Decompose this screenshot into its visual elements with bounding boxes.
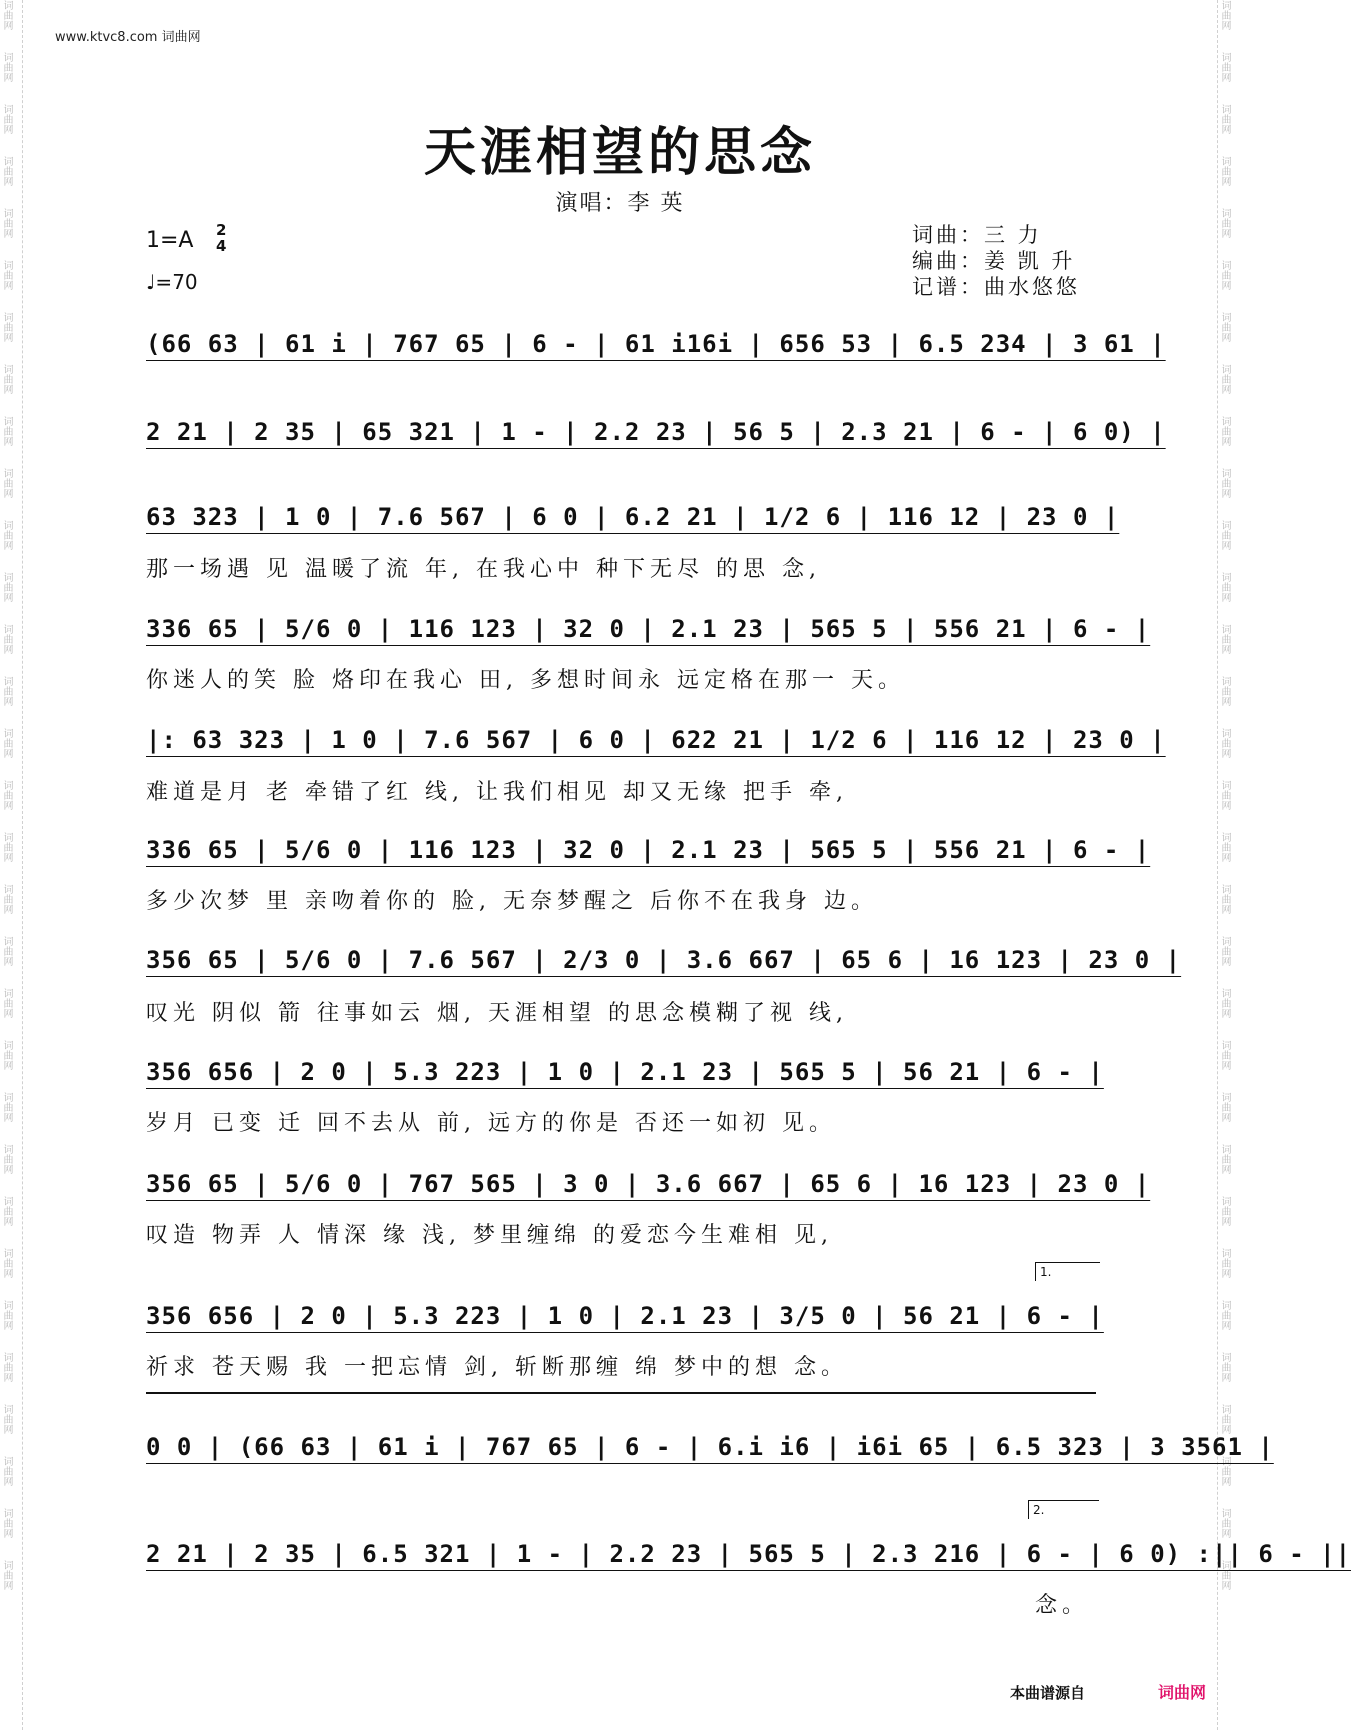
first-ending-bracket: 1. xyxy=(1035,1262,1100,1281)
watermark-text: 词曲网 xyxy=(1,468,12,498)
watermark-text: 词曲网 xyxy=(1219,936,1230,966)
footer-source-label: 本曲谱源自 xyxy=(1010,1684,1086,1702)
watermark-text: 词曲网 xyxy=(1219,520,1230,550)
watermark-text: 词曲网 xyxy=(1,104,12,134)
watermark-text: 词曲网 xyxy=(1219,104,1230,134)
watermark-text: 词曲网 xyxy=(1,1300,12,1330)
watermark-text: 词曲网 xyxy=(1219,1196,1230,1226)
watermark-text: 词曲网 xyxy=(1219,1092,1230,1122)
score-row-7-lyrics: 叹光 阴似 箭 往事如云 烟, 天涯相望 的思念模糊了视 线, xyxy=(146,1001,848,1026)
watermark-text: 词曲网 xyxy=(1,1456,12,1486)
key-signature: 1=A xyxy=(146,228,194,253)
singer-line: 演唱：李 英 xyxy=(555,191,685,216)
watermark-text: 词曲网 xyxy=(1219,364,1230,394)
song-title: 天涯相望的思念 xyxy=(423,122,816,183)
watermark-text: 词曲网 xyxy=(1219,728,1230,758)
tempo-marking: ♩=70 xyxy=(146,270,198,294)
watermark-text: 词曲网 xyxy=(1219,52,1230,82)
watermark-text: 词曲网 xyxy=(1,1040,12,1070)
watermark-text: 词曲网 xyxy=(1,416,12,446)
watermark-text: 词曲网 xyxy=(1219,1144,1230,1174)
score-row-11-notes: 0 0 | (66 63 | 61 i | 767 65 | 6 - | 6.i i6 | i6i 65 | 6.5 323 | 3 3561 | xyxy=(146,1433,1274,1461)
score-row-4-notes: 336 65 | 5/6 0 | 116 123 | 32 0 | 2.1 23 | 565 5 | 556 21 | 6 - | xyxy=(146,615,1151,643)
watermark-text: 词曲网 xyxy=(1219,0,1230,30)
right-watermark-strip xyxy=(1217,0,1240,1730)
watermark-text: 词曲网 xyxy=(1,572,12,602)
score-row-1-notes: (66 63 | 61 i | 767 65 | 6 - | 61 i16i | 656 53 | 6.5 234 | 3 61 | xyxy=(146,330,1166,358)
score-row-9-notes: 356 65 | 5/6 0 | 767 565 | 3 0 | 3.6 667 | 65 6 | 16 123 | 23 0 | xyxy=(146,1170,1151,1198)
watermark-text: 词曲网 xyxy=(1219,1248,1230,1278)
watermark-text: 词曲网 xyxy=(1,676,12,706)
watermark-text: 词曲网 xyxy=(1,1248,12,1278)
score-row-10-notes: 356 656 | 2 0 | 5.3 223 | 1 0 | 2.1 23 | 3/5 0 | 56 21 | 6 - | xyxy=(146,1302,1104,1330)
score-row-2-notes: 2 21 | 2 35 | 65 321 | 1 - | 2.2 23 | 56 5 | 2.3 21 | 6 - | 6 0) | xyxy=(146,418,1166,446)
credit-transcriber: 记谱：曲水悠悠 xyxy=(912,275,1080,299)
credit-arranger: 编曲：姜 凯 升 xyxy=(912,249,1076,273)
watermark-text: 词曲网 xyxy=(1,1092,12,1122)
score-row-8-notes: 356 656 | 2 0 | 5.3 223 | 1 0 | 2.1 23 | 565 5 | 56 21 | 6 - | xyxy=(146,1058,1104,1086)
score-row-3-notes: 63 323 | 1 0 | 7.6 567 | 6 0 | 6.2 21 | 1/2 6 | 116 12 | 23 0 | xyxy=(146,503,1120,531)
watermark-text: 词曲网 xyxy=(1219,624,1230,654)
footer-brand-logo[interactable]: 词曲网 xyxy=(1158,1683,1207,1702)
score-row-12-lyrics: 念。 xyxy=(1035,1593,1090,1618)
watermark-text: 词曲网 xyxy=(1,520,12,550)
watermark-text: 词曲网 xyxy=(1219,676,1230,706)
watermark-text: 词曲网 xyxy=(1,1196,12,1226)
watermark-text: 词曲网 xyxy=(1219,416,1230,446)
watermark-text: 词曲网 xyxy=(1219,884,1230,914)
time-signature-top: 2 xyxy=(216,221,227,239)
watermark-text: 词曲网 xyxy=(1219,988,1230,1018)
score-row-5-notes: |: 63 323 | 1 0 | 7.6 567 | 6 0 | 622 21 | 1/2 6 | 116 12 | 23 0 | xyxy=(146,726,1166,754)
watermark-text: 词曲网 xyxy=(1,1560,12,1590)
watermark-text: 词曲网 xyxy=(1,728,12,758)
watermark-text: 词曲网 xyxy=(1,208,12,238)
watermark-text: 词曲网 xyxy=(1219,1404,1230,1434)
watermark-text: 词曲网 xyxy=(1,312,12,342)
credits-block xyxy=(912,222,1080,300)
score-row-12-notes: 2 21 | 2 35 | 6.5 321 | 1 - | 2.2 23 | 565 5 | 2.3 216 | 6 - | 6 0) :|| 6 - || xyxy=(146,1540,1351,1568)
score-row-4-lyrics: 你迷人的笑 脸 烙印在我心 田, 多想时间永 远定格在那一 天。 xyxy=(146,668,905,693)
watermark-text: 词曲网 xyxy=(1219,1456,1230,1486)
watermark-text: 词曲网 xyxy=(1219,572,1230,602)
watermark-text: 词曲网 xyxy=(1,1508,12,1538)
watermark-text: 词曲网 xyxy=(1,156,12,186)
watermark-text: 词曲网 xyxy=(1219,312,1230,342)
watermark-text: 词曲网 xyxy=(1,884,12,914)
site-header[interactable]: www.ktvc8.com 词曲网 xyxy=(55,30,201,45)
score-row-8-lyrics: 岁月 已变 迁 回不去从 前, 远方的你是 否还一如初 见。 xyxy=(146,1111,836,1136)
time-signature xyxy=(216,222,226,254)
watermark-text: 词曲网 xyxy=(1219,832,1230,862)
credit-lyrics: 词曲：三 力 xyxy=(912,223,1042,247)
watermark-text: 词曲网 xyxy=(1,0,12,30)
watermark-text: 词曲网 xyxy=(1,260,12,290)
watermark-text: 词曲网 xyxy=(1219,1040,1230,1070)
score-row-6-notes: 336 65 | 5/6 0 | 116 123 | 32 0 | 2.1 23 | 565 5 | 556 21 | 6 - | xyxy=(146,836,1151,864)
watermark-text: 词曲网 xyxy=(1219,468,1230,498)
watermark-text: 词曲网 xyxy=(1,364,12,394)
second-ending-bracket: 2. xyxy=(1028,1500,1099,1519)
watermark-text: 词曲网 xyxy=(1,832,12,862)
watermark-text: 词曲网 xyxy=(1219,1352,1230,1382)
section-divider xyxy=(146,1392,1096,1394)
watermark-text: 词曲网 xyxy=(1,1144,12,1174)
score-row-9-lyrics: 叹造 物弄 人 情深 缘 浅, 梦里缠绵 的爱恋今生难相 见, xyxy=(146,1223,833,1248)
watermark-text: 词曲网 xyxy=(1,52,12,82)
watermark-text: 词曲网 xyxy=(1219,780,1230,810)
time-signature-bottom: 4 xyxy=(216,237,227,255)
score-row-10-lyrics: 祈求 苍天赐 我 一把忘情 剑, 斩断那缠 绵 梦中的想 念。 xyxy=(146,1355,848,1380)
watermark-text: 词曲网 xyxy=(1,1404,12,1434)
watermark-text: 词曲网 xyxy=(1219,1300,1230,1330)
watermark-text: 词曲网 xyxy=(1,988,12,1018)
watermark-text: 词曲网 xyxy=(1,780,12,810)
score-row-7-notes: 356 65 | 5/6 0 | 7.6 567 | 2/3 0 | 3.6 667 | 65 6 | 16 123 | 23 0 | xyxy=(146,946,1182,974)
watermark-text: 词曲网 xyxy=(1,936,12,966)
score-row-6-lyrics: 多少次梦 里 亲吻着你的 脸, 无奈梦醒之 后你不在我身 边。 xyxy=(146,889,878,914)
watermark-text: 词曲网 xyxy=(1219,1560,1230,1590)
watermark-text: 词曲网 xyxy=(1,624,12,654)
watermark-text: 词曲网 xyxy=(1219,1508,1230,1538)
watermark-text: 词曲网 xyxy=(1219,260,1230,290)
watermark-text: 词曲网 xyxy=(1,1352,12,1382)
left-watermark-strip xyxy=(0,0,23,1730)
score-row-3-lyrics: 那一场遇 见 温暖了流 年, 在我心中 种下无尽 的思 念, xyxy=(146,557,821,582)
watermark-text: 词曲网 xyxy=(1219,156,1230,186)
watermark-text: 词曲网 xyxy=(1219,208,1230,238)
score-row-5-lyrics: 难道是月 老 牵错了红 线, 让我们相见 却又无缘 把手 牵, xyxy=(146,780,848,805)
